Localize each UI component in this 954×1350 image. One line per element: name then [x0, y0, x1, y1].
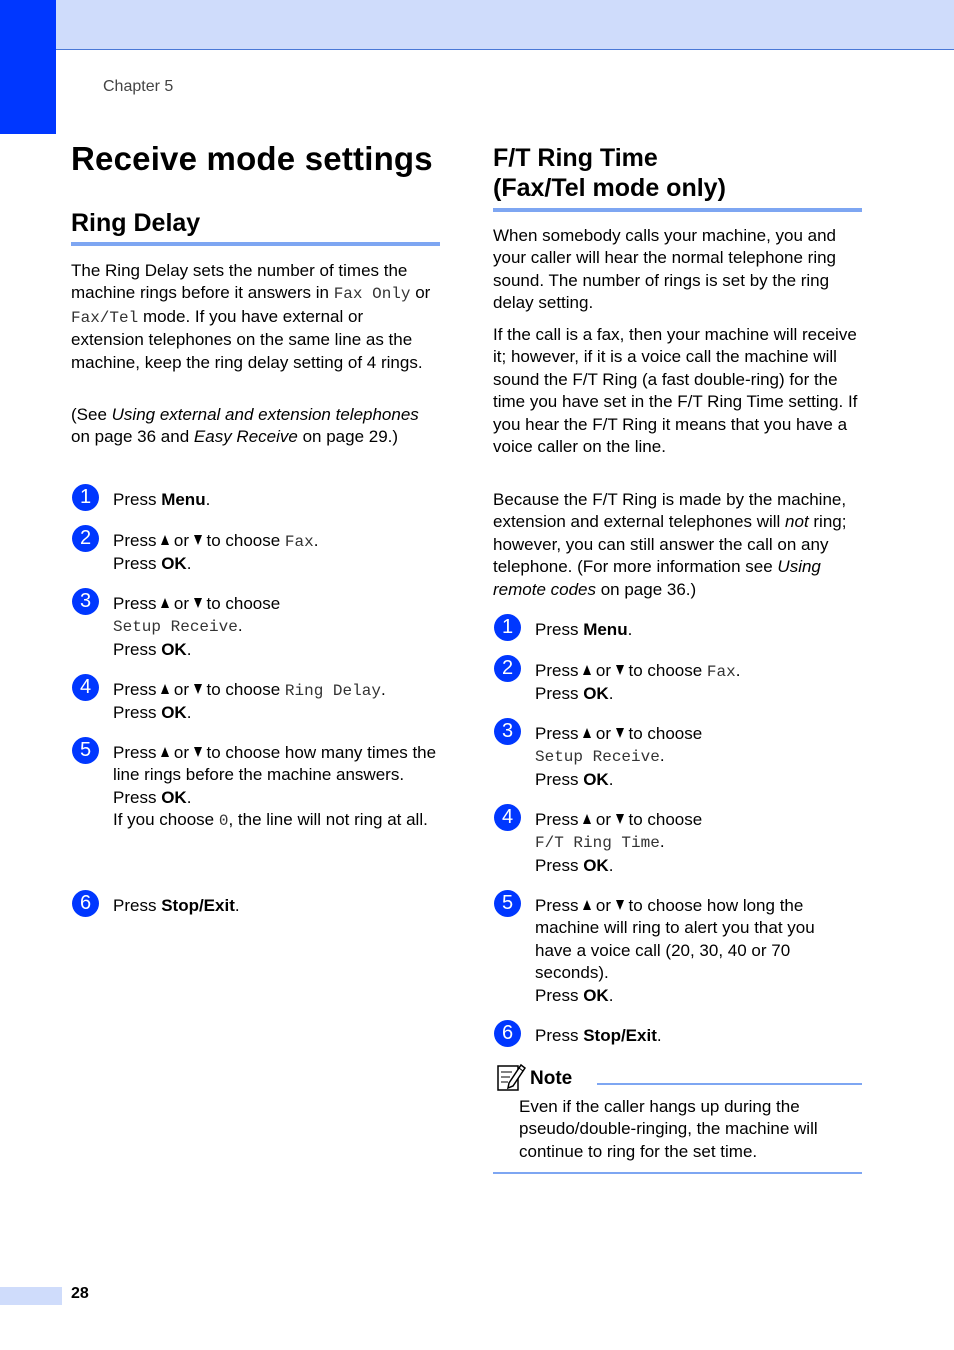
ft-ring-time-heading: F/T Ring Time (Fax/Tel mode only)	[493, 144, 726, 202]
page-number: 28	[71, 1285, 89, 1302]
down-arrow-icon	[194, 747, 202, 757]
step-number: 5	[72, 737, 99, 764]
step-text: Press or to choose Fax. Press OK.	[535, 661, 741, 704]
down-arrow-icon	[194, 598, 202, 608]
ft-ring-time-heading-rule	[493, 208, 862, 212]
step-number: 3	[494, 718, 521, 745]
step-number: 1	[72, 484, 99, 511]
note-text: Even if the caller hangs up during the pseudo/double-ringing, the machine will continue to ring for the set time.	[519, 1097, 818, 1161]
step-number: 5	[494, 890, 521, 917]
note-pencil-icon	[496, 1062, 526, 1092]
down-arrow-icon	[616, 900, 624, 910]
ring-delay-heading: Ring Delay	[71, 209, 201, 237]
up-arrow-icon	[161, 747, 169, 757]
note-rule-bottom	[493, 1172, 862, 1174]
step-number: 6	[494, 1020, 521, 1047]
ft-paragraph-3: Because the F/T Ring is made by the machine, extension and external telephones will not ring; however, you can still answer the call on any telephone. (For more information see Using remote codes on page 36.)	[493, 490, 847, 599]
ft-paragraph-1: When somebody calls your machine, you and your caller will hear the normal telephone ring sound. The number of rings is set by the ring delay setting.	[493, 226, 837, 313]
step-number: 4	[494, 804, 521, 831]
page-title: Receive mode settings	[71, 140, 433, 177]
ring-delay-heading-rule	[71, 242, 440, 246]
step-text: Press Menu.	[535, 620, 633, 639]
up-arrow-icon	[161, 684, 169, 694]
step-text: Press or to choose Ring Delay. Press OK.	[113, 680, 386, 723]
up-arrow-icon	[161, 598, 169, 608]
step-text: Press or to choose Fax. Press OK.	[113, 531, 319, 574]
step-number: 2	[72, 525, 99, 552]
step-number: 6	[72, 890, 99, 917]
step-text: Press Stop/Exit.	[535, 1026, 662, 1045]
footer-band	[0, 1287, 62, 1305]
chapter-label: Chapter 5	[103, 78, 174, 95]
down-arrow-icon	[616, 814, 624, 824]
down-arrow-icon	[616, 665, 624, 675]
up-arrow-icon	[161, 535, 169, 545]
step-text: Press Stop/Exit.	[113, 896, 240, 915]
note-rule-top	[597, 1083, 862, 1085]
step-text: Press Menu.	[113, 490, 211, 509]
up-arrow-icon	[583, 665, 591, 675]
chapter-tab	[0, 0, 56, 134]
down-arrow-icon	[194, 535, 202, 545]
ring-delay-see-also: (See Using external and extension telephones on page 36 and Easy Receive on page 29.)	[71, 405, 419, 447]
header-band	[0, 0, 954, 49]
step-number: 3	[72, 588, 99, 615]
ring-delay-intro: The Ring Delay sets the number of times the machine rings before it answers in Fax Only or Fax/Tel mode. If you have external or extension telephones on the same line as the machine, keep the ring delay setting of 4 rings.	[71, 261, 431, 372]
step-number: 2	[494, 655, 521, 682]
step-text: Press or to choose F/T Ring Time. Press OK.	[535, 810, 703, 875]
up-arrow-icon	[583, 900, 591, 910]
down-arrow-icon	[194, 684, 202, 694]
ft-paragraph-2: If the call is a fax, then your machine will receive it; however, if it is a voice call the machine will sound the F/T Ring (a fast double-ring) for the time you have set in the F/T Ring Time setting. If you hear the F/T Ring it means that you have a voice caller on the line.	[493, 325, 858, 457]
header-rule	[56, 49, 954, 50]
up-arrow-icon	[583, 728, 591, 738]
step-text: Press or to choose Setup Receive. Press OK.	[535, 724, 703, 789]
step-number: 1	[494, 614, 521, 641]
up-arrow-icon	[583, 814, 591, 824]
step-text: Press or to choose Setup Receive. Press OK.	[113, 594, 281, 659]
down-arrow-icon	[616, 728, 624, 738]
step-text: Press or to choose how many times the line rings before the machine answers. Press OK. If you choose 0, the line will not ring at all.	[113, 743, 437, 831]
step-number: 4	[72, 674, 99, 701]
step-text: Press or to choose how long the machine will ring to alert you that you have a voice call (20, 30, 40 or 70 seconds). Press OK.	[535, 896, 815, 1005]
note-title: Note	[530, 1068, 573, 1089]
